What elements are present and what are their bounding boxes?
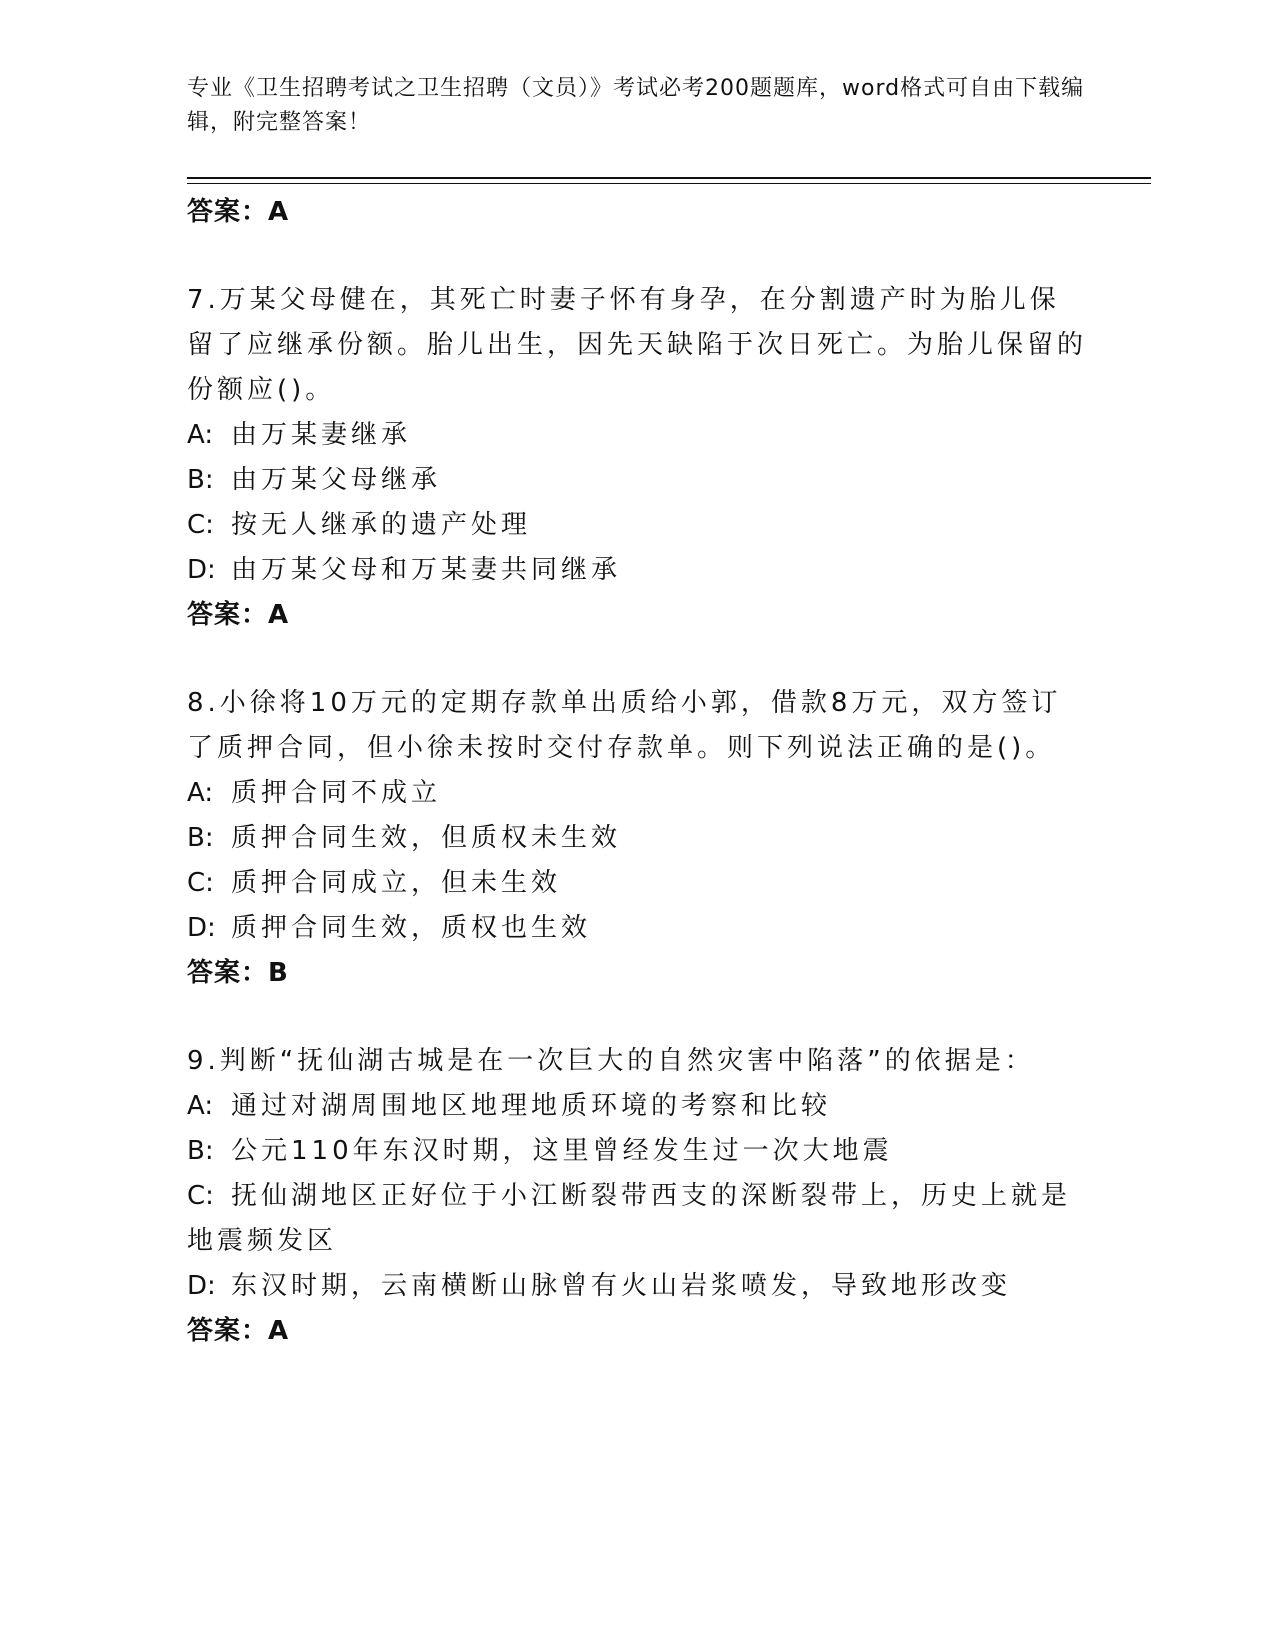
option-a <box>187 413 1087 458</box>
option-letter: B: <box>187 465 214 495</box>
spacer <box>187 995 1087 1039</box>
header-divider-thin <box>187 183 1151 184</box>
document-header: 专业《卫生招聘考试之卫生招聘（文员）》考试必考200题题库，word格式可自由下载编辑，附完整答案！ <box>187 76 1085 135</box>
option-text: 由万某父母和万某妻共同继承 <box>231 555 622 585</box>
option-letter: B: <box>187 823 214 853</box>
option-text: 由万某父母继承 <box>231 465 442 495</box>
answer-label: 答案：A <box>187 1316 290 1346</box>
spacer <box>187 637 1087 681</box>
option-a <box>187 771 1087 816</box>
option-c <box>187 861 1087 906</box>
question-stem: 8.小徐将10万元的定期存款单出质给小郭，借款8万元，双方签订了质押合同，但小徐未按时交付存款单。则下列说法正确的是()。 <box>187 688 1062 763</box>
option-d <box>187 1264 1087 1309</box>
option-letter: A: <box>187 420 214 450</box>
answer-label: 答案：A <box>187 197 290 227</box>
option-letter: C: <box>187 510 214 540</box>
option-text: 质押合同成立，但未生效 <box>231 868 562 898</box>
option-text: 东汉时期，云南横断山脉曾有火山岩浆喷发，导致地形改变 <box>231 1271 1012 1301</box>
option-letter: B: <box>187 1136 214 1166</box>
question-stem: 9.判断“抚仙湖古城是在一次巨大的自然灾害中陷落”的依据是： <box>187 1046 1035 1076</box>
option-b <box>187 458 1087 503</box>
question-8 <box>187 681 1087 995</box>
option-letter: A: <box>187 1091 214 1121</box>
option-letter: D: <box>187 555 216 585</box>
option-d <box>187 548 1087 593</box>
option-c <box>187 503 1087 548</box>
option-letter: C: <box>187 868 214 898</box>
option-c <box>187 1174 1087 1264</box>
option-letter: D: <box>187 1271 216 1301</box>
answer-label: 答案：B <box>187 958 289 988</box>
option-text: 质押合同不成立 <box>231 778 442 808</box>
option-letter: C: <box>187 1181 214 1211</box>
option-b <box>187 816 1087 861</box>
option-a <box>187 1084 1087 1129</box>
option-text: 质押合同生效，质权也生效 <box>231 913 592 943</box>
option-d <box>187 906 1087 951</box>
option-text: 通过对湖周围地区地理地质环境的考察和比较 <box>231 1091 832 1121</box>
option-text: 按无人继承的遗产处理 <box>231 510 532 540</box>
answer-label: 答案：A <box>187 600 290 630</box>
option-text: 公元110年东汉时期，这里曾经发生过一次大地震 <box>231 1136 893 1166</box>
option-letter: A: <box>187 778 214 808</box>
question-7 <box>187 278 1087 637</box>
option-text: 由万某妻继承 <box>231 420 412 450</box>
document-body <box>187 190 1087 1353</box>
header-divider-thick <box>187 177 1151 179</box>
option-letter: D: <box>187 913 216 943</box>
question-stem: 7.万某父母健在，其死亡时妻子怀有身孕，在分割遗产时为胎儿保留了应继承份额。胎儿出生，因先天缺陷于次日死亡。为胎儿保留的份额应()。 <box>187 285 1088 405</box>
option-text: 抚仙湖地区正好位于小江断裂带西支的深断裂带上，历史上就是地震频发区 <box>187 1181 1072 1256</box>
question-9 <box>187 1039 1087 1353</box>
spacer <box>187 234 1087 278</box>
option-b <box>187 1129 1087 1174</box>
option-text: 质押合同生效，但质权未生效 <box>231 823 622 853</box>
